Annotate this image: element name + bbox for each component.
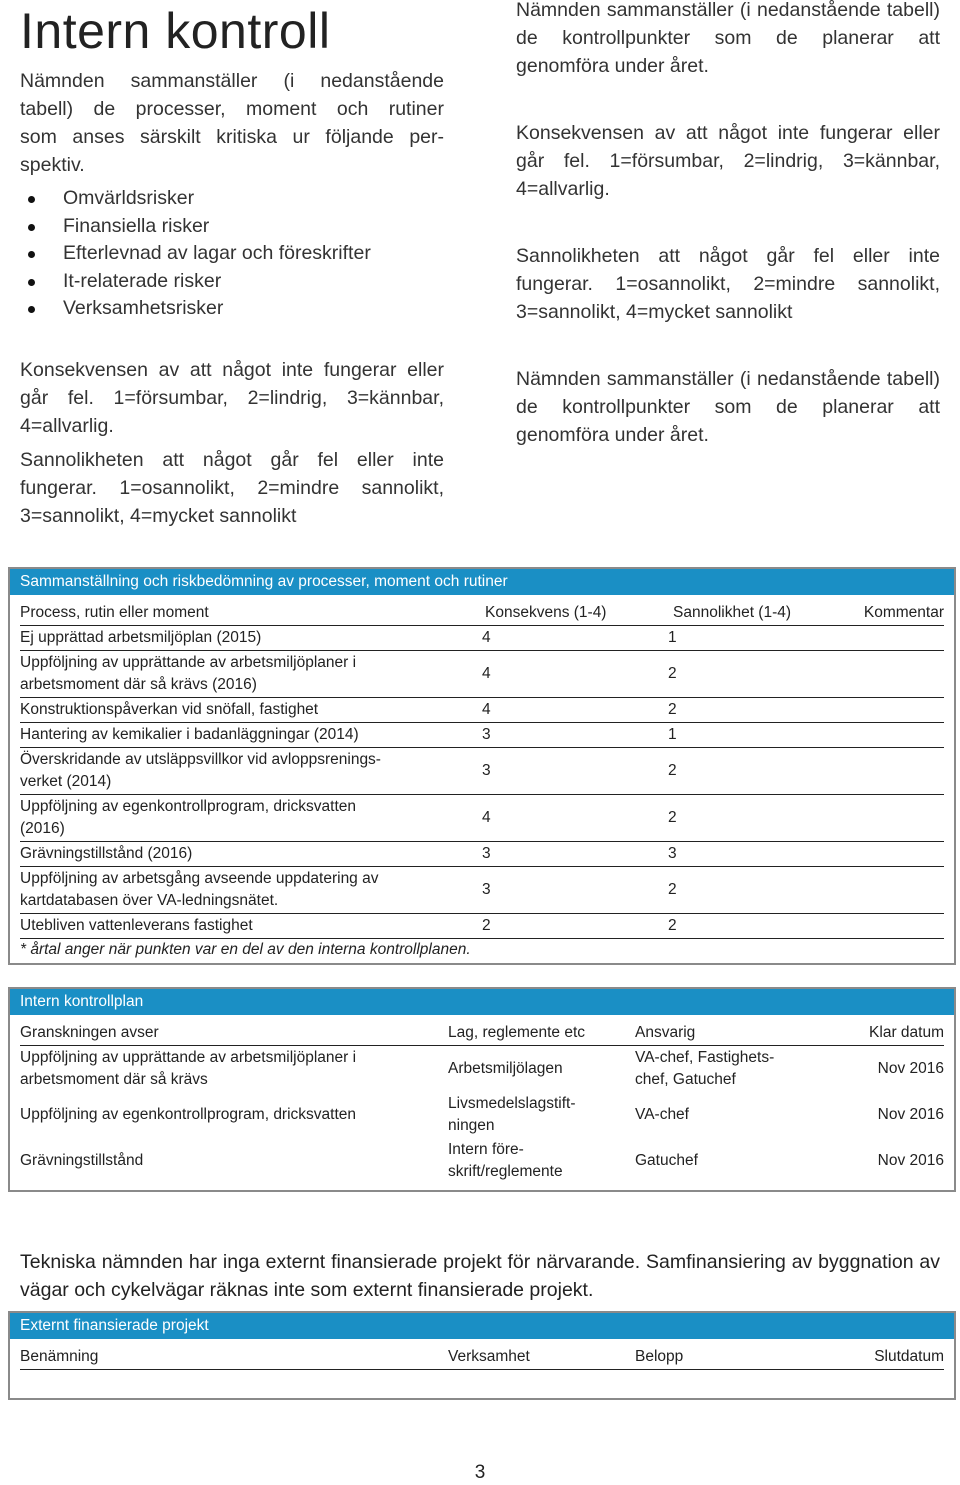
header-slutdatum: Slutdatum bbox=[874, 1348, 944, 1365]
bullet-item: Efterlevnad av lagar och föreskrifter bbox=[20, 240, 450, 268]
cell-process: Ej upprättad arbetsmiljöplan (2015) bbox=[20, 629, 262, 646]
cell-avser: Grävningstillstånd bbox=[20, 1152, 144, 1169]
page-title: Intern kontroll bbox=[20, 3, 331, 59]
table-row bbox=[20, 1138, 944, 1184]
control-table-title: Intern kontrollplan bbox=[10, 989, 954, 1015]
table-header-row bbox=[20, 595, 944, 626]
bullet-item: Verksamhetsrisker bbox=[20, 295, 450, 323]
header-ansvarig: Ansvarig bbox=[635, 1024, 696, 1041]
header-datum: Klar datum bbox=[869, 1024, 944, 1041]
left-intro-text bbox=[20, 67, 444, 179]
table-header-row bbox=[20, 1015, 944, 1046]
cell-sannolikhet: 2 bbox=[668, 762, 677, 779]
cell-sannolikhet: 2 bbox=[668, 665, 677, 682]
table-row bbox=[20, 723, 944, 748]
risk-perspective-list bbox=[20, 185, 450, 323]
cell-process: Uppföljning av egenkontrollprogram, dricksvatten (2016) bbox=[20, 798, 357, 837]
control-table-body bbox=[10, 1046, 954, 1184]
header-sannolikhet: Sannolikhet (1-4) bbox=[673, 604, 792, 621]
cell-konsekvens: 4 bbox=[482, 809, 491, 826]
cell-sannolikhet: 2 bbox=[668, 917, 677, 934]
right-probability-text: Sannolikheten att något går fel eller inte fungerar. 1=osannolikt, 2=mindre sannolikt, 3=sannolikt, 4=mycket sannolikt bbox=[516, 245, 940, 323]
left-intro-line: som anses särskilt kritiska ur följande per- bbox=[20, 126, 444, 148]
table-header-row bbox=[20, 1339, 944, 1370]
cell-ansvarig: VA-chef bbox=[635, 1106, 689, 1123]
cell-konsekvens: 4 bbox=[482, 665, 491, 682]
cell-konsekvens: 4 bbox=[482, 629, 491, 646]
cell-ansvarig: VA-chef, Fastighets-chef, Gatuchef bbox=[635, 1049, 775, 1088]
risk-table-footnote: * årtal anger när punkten var en del av den interna kontrollplanen. bbox=[20, 941, 471, 958]
header-avser: Granskningen avser bbox=[20, 1024, 159, 1041]
cell-konsekvens: 4 bbox=[482, 701, 491, 718]
control-plan-table bbox=[8, 987, 956, 1192]
left-probability-text: Sannolikheten att något går fel eller inte fungerar. 1=osannolikt, 2=mindre sannolikt, 3=sannolikt, 4=mycket sannolikt bbox=[20, 449, 444, 527]
cell-avser: Uppföljning av egenkontrollprogram, dricksvatten bbox=[20, 1106, 357, 1123]
risk-table-body bbox=[10, 626, 954, 939]
table-row bbox=[20, 651, 944, 698]
cell-process: Överskridande av utsläppsvillkor vid avloppsrenings-verket (2014) bbox=[20, 751, 381, 790]
cell-konsekvens: 3 bbox=[482, 726, 491, 743]
cell-sannolikhet: 2 bbox=[668, 809, 677, 826]
bullet-item: It-relaterade risker bbox=[20, 268, 450, 296]
external-projects-text: Tekniska nämnden har inga externt finansierade projekt för närvarande. Samfinansiering av byggnation av vägar och cykelvägar räknas inte som externt finansierade projekt. bbox=[20, 1251, 940, 1301]
cell-process: Grävningstillstånd (2016) bbox=[20, 845, 193, 862]
left-consequence-text: Konsekvensen av att något inte fungerar eller går fel. 1=försumbar, 2=lindrig, 3=kännbar, 4=allvarlig. bbox=[20, 359, 444, 437]
cell-sannolikhet: 2 bbox=[668, 701, 677, 718]
left-intro-line: spektiv. bbox=[20, 154, 85, 176]
risk-table-title: Sammanställning och riskbedömning av processer, moment och rutiner bbox=[10, 569, 954, 595]
header-konsekvens: Konsekvens (1-4) bbox=[485, 604, 607, 621]
cell-datum: Nov 2016 bbox=[877, 1106, 944, 1123]
cell-sannolikhet: 1 bbox=[668, 629, 677, 646]
table-row bbox=[20, 842, 944, 867]
table-row bbox=[20, 914, 944, 939]
right-intro2-text: Nämnden sammanställer (i nedanstående tabell) de kontrollpunkter som de planerar att genomföra under året. bbox=[516, 368, 940, 446]
left-intro-line: Nämnden sammanställer (i nedanstående bbox=[20, 70, 444, 92]
header-verksamhet: Verksamhet bbox=[448, 1348, 530, 1365]
cell-konsekvens: 3 bbox=[482, 762, 491, 779]
bullet-item: Omvärldsrisker bbox=[20, 185, 450, 213]
header-benamning: Benämning bbox=[20, 1348, 99, 1365]
external-table-title: Externt finansierade projekt bbox=[10, 1313, 954, 1339]
table-row bbox=[20, 626, 944, 651]
table-row bbox=[20, 795, 944, 842]
cell-datum: Nov 2016 bbox=[877, 1060, 944, 1077]
cell-konsekvens: 3 bbox=[482, 881, 491, 898]
cell-lag: Arbetsmiljölagen bbox=[448, 1060, 563, 1077]
bullet-item: Finansiella risker bbox=[20, 213, 450, 241]
cell-konsekvens: 3 bbox=[482, 845, 491, 862]
cell-process: Konstruktionspåverkan vid snöfall, fastighet bbox=[20, 701, 319, 718]
cell-lag: Intern före-skrift/reglemente bbox=[448, 1141, 563, 1180]
external-projects-table bbox=[8, 1311, 956, 1400]
cell-process: Uppföljning av arbetsgång avseende uppdatering av kartdatabasen över VA-ledningsnätet. bbox=[20, 870, 379, 909]
cell-ansvarig: Gatuchef bbox=[635, 1152, 698, 1169]
cell-sannolikhet: 2 bbox=[668, 881, 677, 898]
cell-sannolikhet: 1 bbox=[668, 726, 677, 743]
table-row bbox=[20, 867, 944, 914]
cell-process: Hantering av kemikalier i badanläggningar (2014) bbox=[20, 726, 359, 743]
risk-assessment-table bbox=[8, 567, 956, 965]
header-lag: Lag, reglemente etc bbox=[448, 1024, 586, 1041]
header-belopp: Belopp bbox=[635, 1348, 684, 1365]
left-intro-line: tabell) de processer, moment och rutiner bbox=[20, 98, 444, 120]
cell-process: Uppföljning av upprättande av arbetsmiljöplaner i arbetsmoment där så krävs (2016) bbox=[20, 654, 357, 693]
table-row bbox=[20, 1046, 944, 1092]
cell-sannolikhet: 3 bbox=[668, 845, 677, 862]
right-intro-text: Nämnden sammanställer (i nedanstående tabell) de kontrollpunkter som de planerar att genomföra under året. bbox=[516, 0, 940, 77]
cell-process: Utebliven vattenleverans fastighet bbox=[20, 917, 253, 934]
cell-avser: Uppföljning av upprättande av arbetsmiljöplaner i arbetsmoment där så krävs bbox=[20, 1049, 357, 1088]
page-number: 3 bbox=[474, 1462, 486, 1483]
cell-datum: Nov 2016 bbox=[877, 1152, 944, 1169]
header-kommentar: Kommentar bbox=[863, 604, 944, 621]
table-row bbox=[20, 698, 944, 723]
right-consequence-text: Konsekvensen av att något inte fungerar eller går fel. 1=försumbar, 2=lindrig, 3=kännbar, 4=allvarlig. bbox=[516, 122, 940, 200]
table-row bbox=[20, 1092, 944, 1138]
header-process: Process, rutin eller moment bbox=[20, 604, 209, 621]
left-intro bbox=[20, 67, 444, 179]
table-row bbox=[20, 748, 944, 795]
cell-konsekvens: 2 bbox=[482, 917, 491, 934]
cell-lag: Livsmedelslagstift-ningen bbox=[448, 1095, 576, 1134]
